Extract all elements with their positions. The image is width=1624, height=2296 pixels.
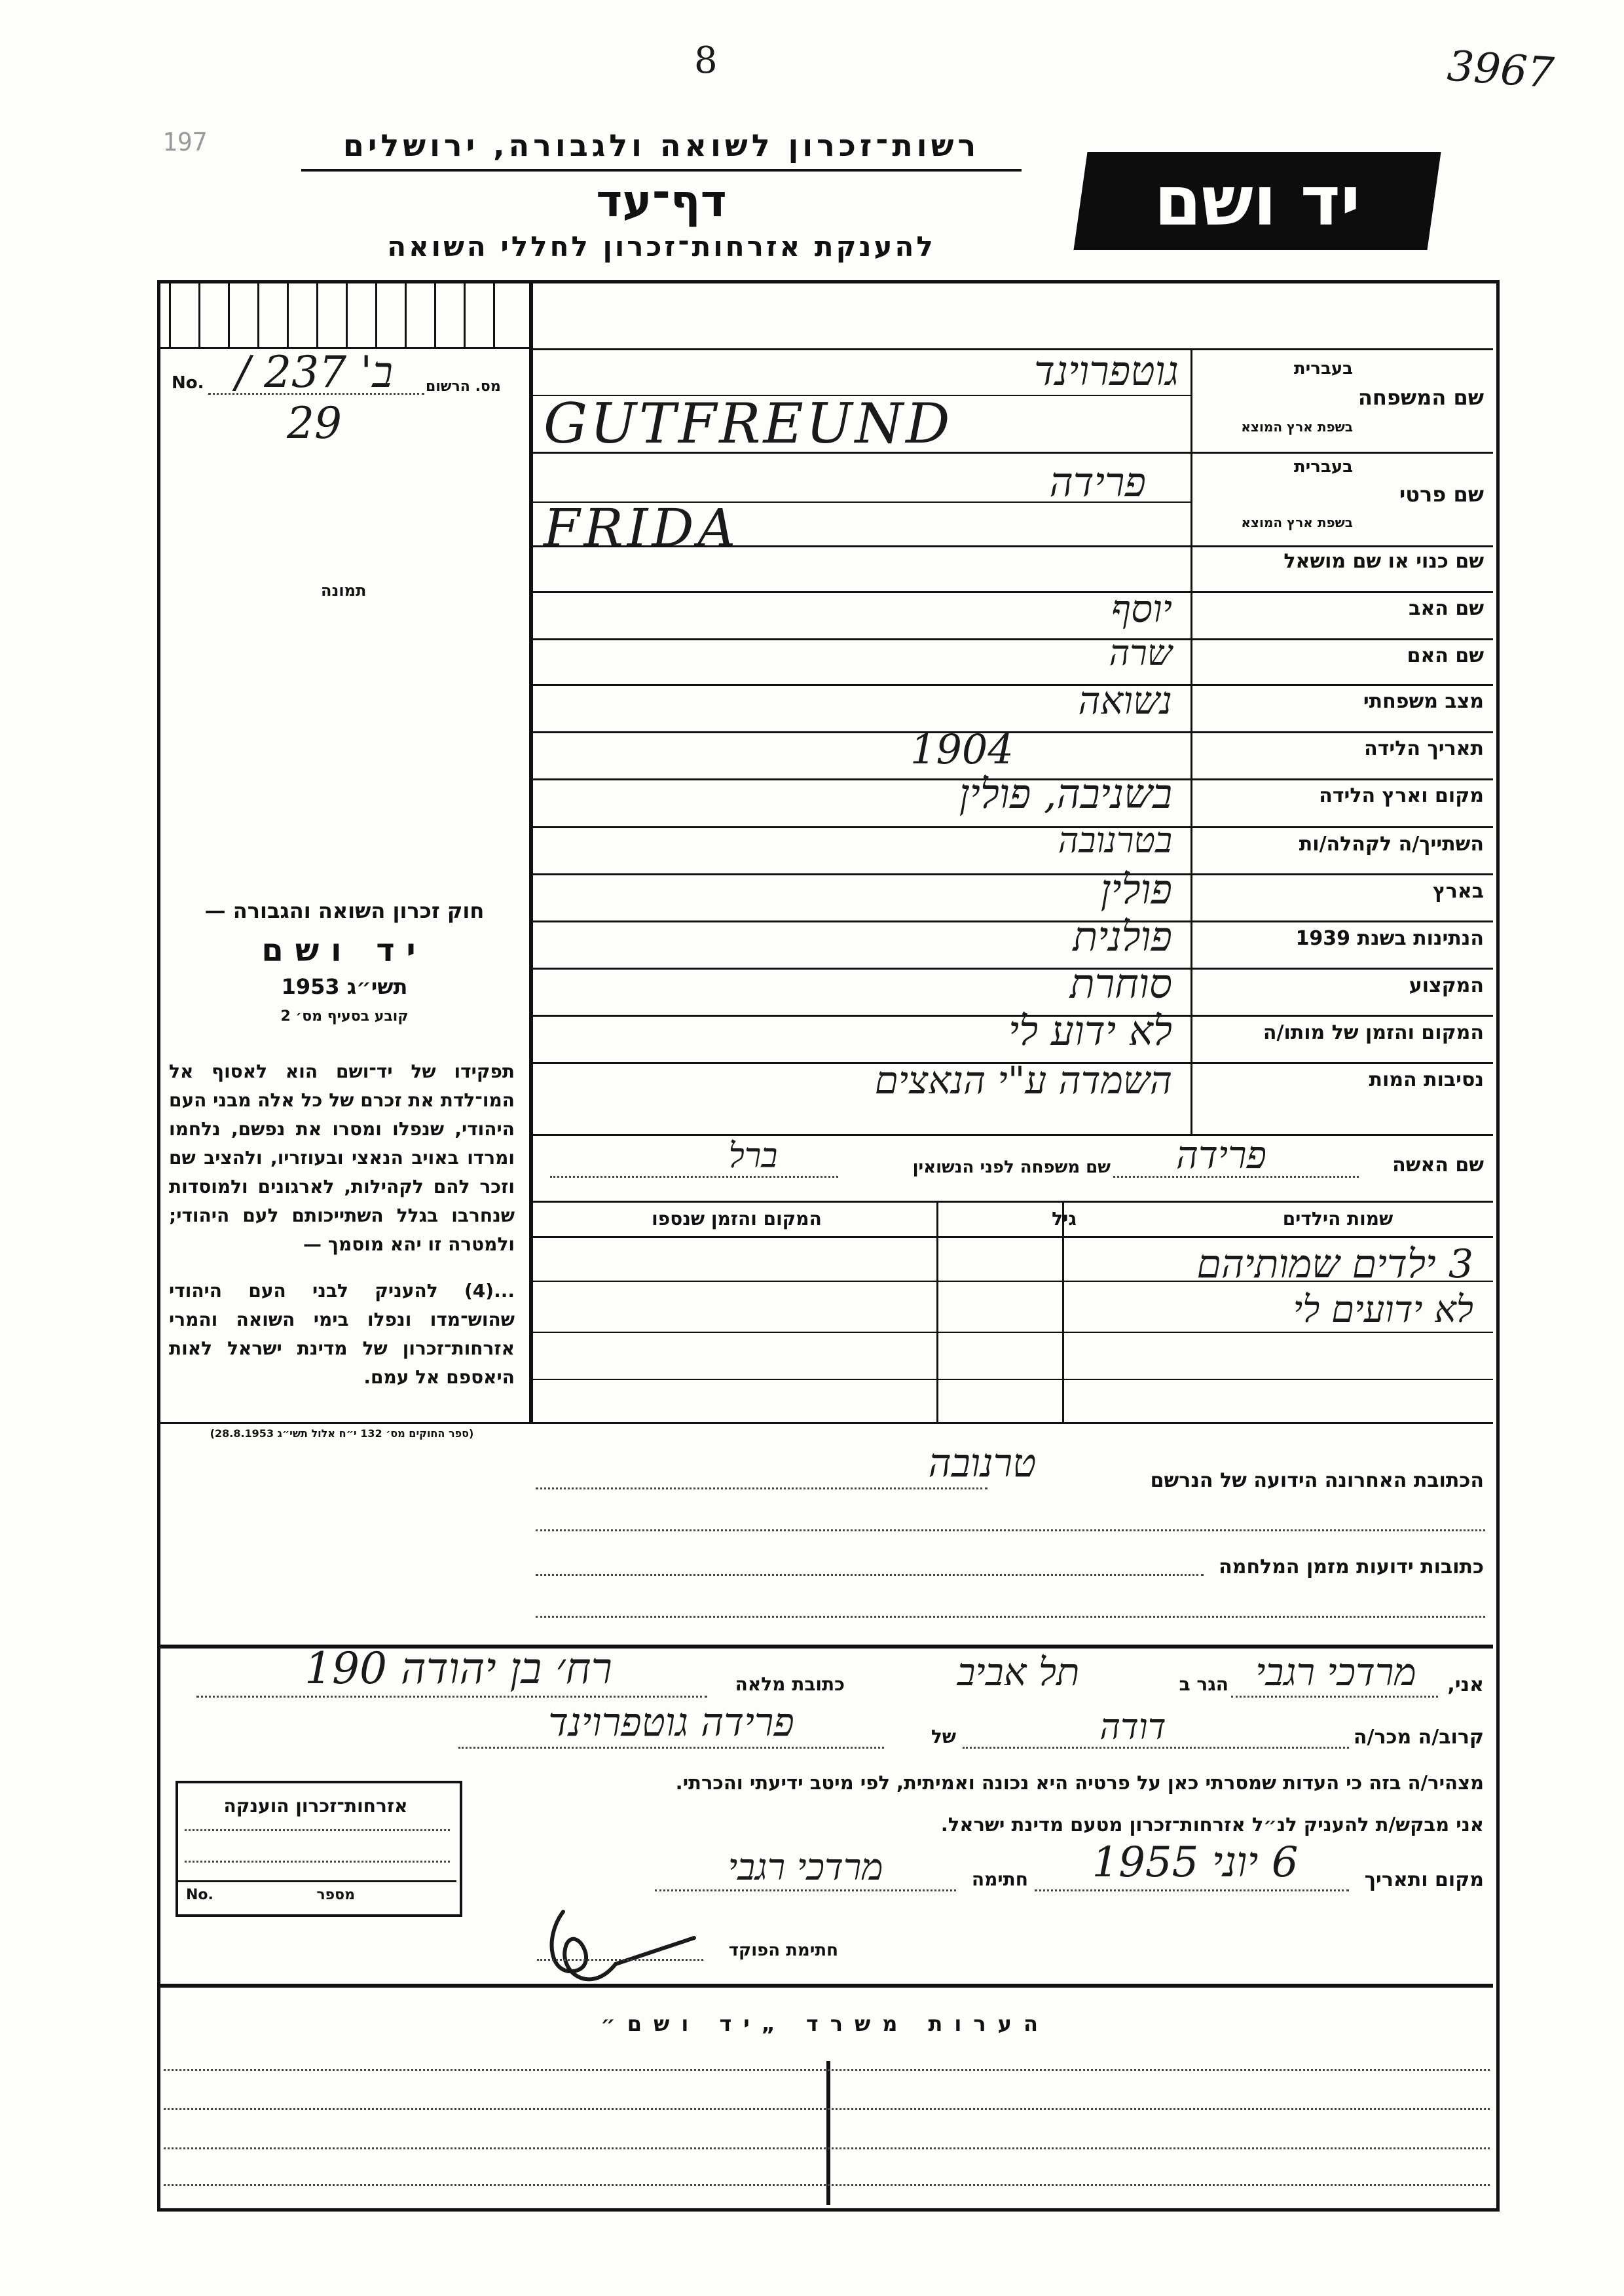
declarant-address-dots [196,1696,707,1698]
strip-tick [434,283,436,347]
row-line [160,1422,1493,1424]
citizenship-box-title: אזרחות־זכרון הוענקה [223,1795,408,1817]
law-reference: (ספר החוקים מס׳ 132 י״ח אלול תשי״ג 28.8.1953) [210,1427,474,1440]
strip-tick [287,283,289,347]
declarant-of-label: של [931,1726,956,1747]
law-year: תשי״ג 1953 [281,974,408,999]
law-name: יד ושם [261,932,428,969]
yad-vashem-logo [1073,152,1441,250]
death-circumstances-value: השמדה ע"י הנאצים [874,1058,1172,1102]
death-place-value: לא ידוע לי [1008,1007,1172,1055]
children-place-header: המקום והזמן שנספו [652,1208,822,1230]
strip-tick [405,283,407,347]
strip-tick [464,283,466,347]
row-line [529,545,1493,547]
strip-tick [493,283,495,347]
authority-underline [301,169,1022,172]
citizenship-box-dots [185,1829,450,1831]
officer-signature-dots [537,1959,703,1961]
first-name-sub-origin: בשפת ארץ המוצא [1241,515,1353,530]
birth-date-label: תאריך הלידה [1364,737,1484,760]
death-place-label: המקום והזמן של מותו/ה [1263,1021,1484,1044]
community-label: השתייך/ה לקהלה/ות [1299,833,1484,856]
citizenship-box-no-label: No. [186,1887,213,1903]
citizenship-box [175,1781,462,1917]
family-name-sub-origin: בשפת ארץ המוצא [1241,419,1353,435]
declarant-i-label: אני, [1447,1673,1484,1696]
citizenship-1939-label: הנתינות בשנת 1939 [1295,927,1484,950]
children-age-header: גיל [1052,1208,1077,1230]
declarant-name-dots [1231,1696,1438,1698]
strip-tick [169,283,171,347]
children-column-divider [936,1201,938,1422]
last-address-dots [536,1487,987,1489]
place-date-dots [1035,1889,1349,1891]
strip-tick [198,283,200,347]
declarant-address-label: כתובת מלאה [735,1673,845,1695]
photo-label: תמונה [321,581,367,600]
citizenship-1939-value: פולנית [1073,913,1172,960]
wife-maiden-dots [550,1176,838,1178]
citizenship-box-divider [178,1880,456,1882]
declarant-of-dots [458,1747,884,1749]
signature-label: חתימה [971,1868,1028,1890]
remarks-dots [164,2184,1490,2186]
archive-number: 3967 [1445,42,1556,98]
law-paragraph-2: ...(4) להעניק לבני העם היהודי שהוש־מדו ונפלו בימי השואה והמרי אזרחות־זכרון של מדינת ישראל לאות היאספם אל עמם. [169,1280,515,1388]
children-names-header: שמות הילדים [1282,1208,1393,1230]
children-line-2: לא ידועים לי [1293,1288,1473,1331]
father-name-label: שם האב [1409,597,1484,620]
registration-no-label: No. [172,373,204,393]
declarant-of-name: פרידה גוטפרוינד [548,1700,794,1745]
country-value: פולין [1100,866,1172,913]
declarant-relation: דודה [1099,1706,1166,1747]
strip-tick [346,283,348,347]
remarks-divider [826,2061,830,2205]
declarant-name: מרדכי רגבי [1255,1650,1416,1694]
profession-label: המקצוע [1409,974,1484,997]
children-row-line [529,1379,1493,1380]
family-name-label: שם המשפחה [1357,385,1484,410]
remarks-title: הערות משרד „יד ושם״ [600,2011,1050,2036]
declarant-city: תל אביב [957,1650,1080,1694]
form-subtitle: להענקת אזרחות־זכרון לחללי השואה [387,230,936,263]
law-clause: קובע בסעיף מס׳ 2 [280,1008,409,1025]
marital-status-label: מצב משפחתי [1363,690,1484,713]
mother-name-label: שם האם [1407,644,1484,667]
marital-status-value: נשואה [1078,678,1172,723]
request-text: אני מבקש/ת להעניק לנ״ל אזרחות־זכרון מטעם מדינת ישראל. [940,1813,1484,1836]
citizenship-box-number-label: מספר [316,1887,355,1903]
first-name-origin: FRIDA [544,498,740,558]
strip-tick [316,283,318,347]
death-circumstances-label: נסיבות המות [1369,1068,1484,1091]
declarant-signature: מרדכי רגבי [728,1846,883,1889]
declarant-lives-label: הגר ב [1179,1673,1228,1695]
birth-place-label: מקום וארץ הלידה [1319,784,1484,807]
community-value: בטרנובה [1058,820,1172,861]
declarant-address: רח׳ בן יהודה 190 [304,1643,612,1694]
profession-value: סוחרת [1069,960,1172,1008]
father-name-value: יוסף [1111,587,1172,631]
officer-signature-label: חתימת הפוקד [728,1941,838,1960]
first-name-label: שם פרטי [1399,482,1484,507]
children-row-line [529,1332,1493,1333]
family-name-origin: GUTFREUND [544,392,953,456]
corner-stamp: 197 [162,128,208,156]
form-title: דף־עד [596,175,727,227]
wife-name-label: שם האשה [1392,1154,1484,1176]
remarks-dots [164,2069,1490,2071]
officer-signature-scribble [537,1899,707,2010]
country-label: בארץ [1432,880,1484,903]
section-separator [160,1984,1493,1988]
page-number: 8 [694,39,718,82]
wife-maiden-value: ברל [728,1137,778,1176]
declaration-text: מצהיר/ה בזה כי העדות שמסרתי כאן על פרטיה היא נכונה ואמיתית, לפי מיטב ידיעתי והכרתי. [675,1772,1484,1794]
wife-name-value: פרידה [1175,1133,1266,1177]
war-address-dots [536,1574,1204,1576]
war-address-label: כתובות ידועות מזמן המלחמה [1219,1556,1484,1578]
authority-name: רשות־זכרון לשואה ולגבורה, ירושלים [342,128,980,163]
last-address-value: טרנובה [928,1440,1037,1486]
wife-maiden-label: שם משפחה לפני הנשואין [912,1157,1111,1177]
nickname-label: שם כנוי או שם מושאל [1283,550,1484,573]
strip-tick [375,283,377,347]
first-name-sub-hebrew: בעברית [1293,457,1353,477]
law-title: חוק זכרון השואה והגבורה — [204,898,485,923]
first-name-hebrew: פרידה [1049,458,1146,506]
address-dots [536,1616,1485,1618]
registration-value: ב' 237 / 29 [235,347,394,448]
last-address-label: הכתובת האחרונה הידועה של הנרשם [1150,1469,1484,1492]
place-date-label: מקום ותאריך [1364,1868,1484,1891]
birth-place-value: בשניבה, פולין [959,770,1172,818]
citizenship-box-dots [185,1861,450,1863]
address-dots [536,1529,1485,1531]
birth-date-value: 1904 [910,725,1014,773]
left-column-divider [529,283,533,1422]
row-line [529,1236,1493,1238]
family-name-sub-hebrew: בעברית [1293,359,1353,378]
children-line-1: 3 ילדים שמותיהם [1196,1241,1473,1287]
remarks-dots [164,2108,1490,2110]
remarks-dots [164,2147,1490,2149]
strip-tick [257,283,259,347]
strip-tick [228,283,230,347]
family-name-hebrew: גוטפרוינד [1034,347,1179,395]
row-line [529,1201,1493,1203]
declarant-relative-label: קרוב/ה מכר/ה [1353,1726,1484,1749]
logo-text: יד ושם [1154,161,1361,241]
registration-label: מס. הרשום [426,378,501,395]
signature-dots [655,1889,956,1891]
mother-name-value: שרה [1109,632,1172,674]
declaration-date: 6 יוני 1955 [1092,1838,1299,1887]
row-line [529,452,1493,454]
law-paragraph-1: תפקידו של יד־ושם הוא לאסוף אל המו־לדת את זכרם של כל אלה מבני העם היהודי, שנפלו ומסרו את נפשם, נלחמו ומרדו באויב הנאצי ובעוזריו, ולהציב שם וזכר להם לקהילות, לארגונים ולמוסדות שנחרבו בגלל השתייכותם לעם היהודי; ולמטרה זו יהא מוסמך — [169,1061,515,1255]
row-line [529,1134,1493,1136]
